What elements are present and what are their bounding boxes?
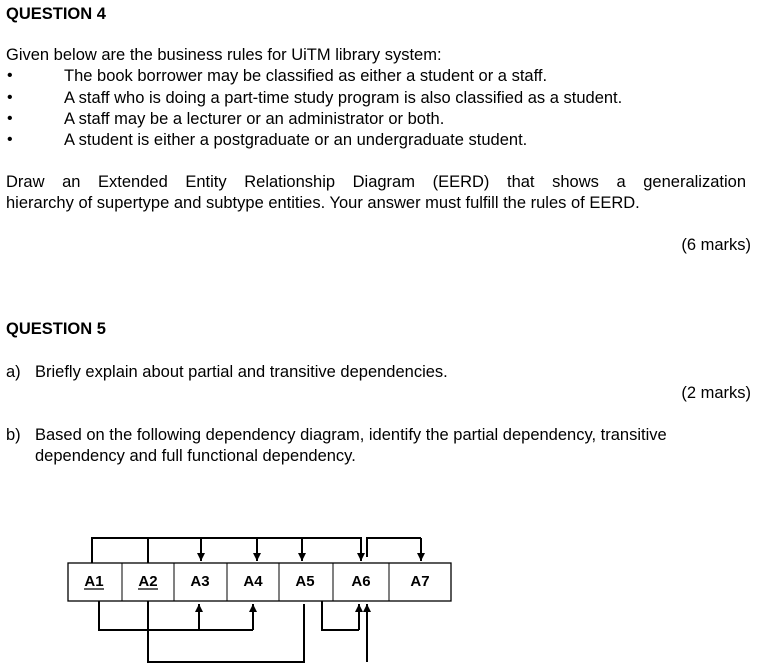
question-4-intro: Given below are the business rules for UiTM library system:: [6, 46, 442, 64]
bullet-marker: •: [7, 110, 13, 127]
question-5-heading: QUESTION 5: [6, 320, 106, 338]
attribute-table: [68, 563, 451, 601]
question-4-task-line2: hierarchy of supertype and subtype entities. Your answer must fulfill the rules of EERD.: [6, 194, 640, 212]
attribute-a1: A1: [84, 573, 104, 590]
dep-line: [322, 601, 359, 630]
transitive-dependency-a5: [322, 601, 359, 630]
bullet-marker: •: [7, 89, 13, 106]
dep-line: [148, 601, 304, 662]
attribute-a4: A4: [243, 573, 263, 590]
bullet-marker: •: [7, 131, 13, 148]
question-4-marks: (6 marks): [681, 236, 751, 254]
part-a-text: Briefly explain about partial and transitive dependencies.: [35, 363, 448, 381]
attribute-a3: A3: [190, 573, 210, 590]
part-b-text-line2: dependency and full functional dependency.: [35, 447, 356, 465]
transitive-dependency-arrow: [367, 538, 421, 561]
dep-line: [99, 601, 253, 630]
full-dependency-arrows: [91, 538, 362, 563]
attribute-a2: A2: [138, 573, 158, 590]
rule-item: A student is either a postgraduate or an undergraduate student.: [64, 131, 528, 149]
attribute-a6: A6: [351, 573, 371, 590]
part-a-marks: (2 marks): [681, 384, 751, 402]
part-b-label: b): [6, 426, 21, 444]
part-a-label: a): [6, 363, 21, 381]
part-b-text-line1: Based on the following dependency diagram, identify the partial dependency, transitive: [35, 426, 667, 444]
question-4-heading: QUESTION 4: [6, 5, 106, 23]
rule-item: The book borrower may be classified as either a student or a staff.: [64, 67, 548, 85]
partial-dependency-a2: [148, 601, 367, 662]
attribute-a7: A7: [410, 573, 430, 590]
rule-item: A staff may be a lecturer or an administrator or both.: [64, 110, 445, 128]
partial-dependency-a1: [99, 601, 253, 630]
question-4-task-line1: Draw an Extended Entity Relationship Diagram (EERD) that shows a generalization: [6, 173, 746, 191]
attribute-a5: A5: [295, 573, 315, 590]
dep-line: [367, 538, 421, 557]
rule-item: A staff who is doing a part-time study program is also classified as a student.: [64, 89, 623, 107]
bullet-marker: •: [7, 67, 13, 84]
